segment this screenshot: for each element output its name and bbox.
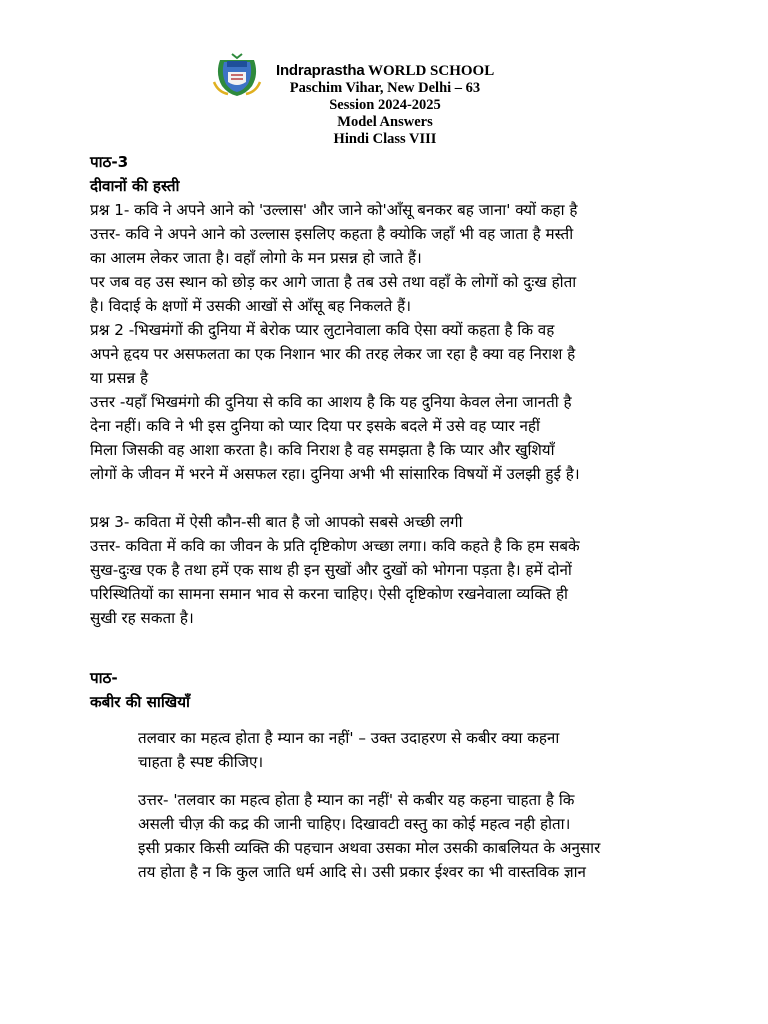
lesson-3-section — [90, 150, 690, 714]
school-header — [0, 50, 768, 150]
school-name — [276, 62, 494, 80]
text-line: प्रश्न 3- कविता में ऐसी कौन-सी बात है जो आपको सबसे अच्छी लगी — [90, 513, 463, 531]
text-line: सुख-दुःख एक है तथा हमें एक साथ ही इन सुखों और दुखों को भोगना पड़ता है। हमें दोनों — [90, 561, 572, 579]
paragraph-gap — [90, 630, 690, 654]
paragraph-gap — [90, 486, 690, 510]
text-line: मिला जिसकी वह आशा करता है। कवि निराश है वह समझता है कि प्यार और खुशियाँ — [90, 441, 555, 459]
text-line: पर जब वह उस स्थान को छोड़ कर आगे जाता है तब उसे तथा वहाँ के लोगों को दुःख होता — [90, 273, 577, 291]
question-line: चाहता है स्पष्ट कीजिए। — [138, 753, 264, 771]
question-line: तलवार का महत्व होता है म्यान का नहीं' – उक्त उदाहरण से कबीर क्या कहना — [138, 729, 560, 747]
answer-line: इसी प्रकार किसी व्यक्ति की पहचान अथवा उसका मोल उसकी काबलियत के अनुसार — [138, 839, 601, 857]
kabir-section — [138, 726, 678, 884]
lesson-kabir-title: कबीर की साखियाँ — [90, 693, 190, 711]
text-line: लोगों के जीवन में भरने में असफल रहा। दुनिया अभी भी सांसारिक विषयों में उलझी हुई है। — [90, 465, 580, 483]
text-line: है। विदाई के क्षणों में उसकी आखों से आँसू बह निकलते हैं। — [90, 297, 411, 315]
text-line: अपने हृदय पर असफलता का एक निशान भार की तरह लेकर जा रहा है क्या वह निराश है — [90, 345, 576, 363]
school-name-suffix: WORLD SCHOOL — [364, 63, 495, 79]
text-line: उत्तर -यहाँ भिखमंगो की दुनिया से कवि का आशय है कि यह दुनिया केवल लेना जानती है — [90, 393, 572, 411]
answer-line: तय होता है न कि कुल जाति धर्म आदि से। उसी प्रकार ईश्वर का भी वास्तविक ज्ञान — [138, 863, 586, 881]
text-line: प्रश्न 1- कवि ने अपने आने को 'उल्लास' और जाने को'आँसू बनकर बह जाना' क्यों कहा है — [90, 201, 578, 219]
answer-line: उत्तर- 'तलवार का महत्व होता है म्यान का नहीं' से कबीर यह कहना चाहता है कि — [138, 791, 575, 809]
session-line: Session 2024-2025 — [329, 97, 441, 113]
paragraph-gap — [90, 654, 690, 666]
text-line: सुखी रह सकता है। — [90, 609, 194, 627]
school-brand: Indraprastha — [276, 62, 365, 79]
text-line: परिस्थितियों का सामना समान भाव से करना चाहिए। ऐसी दृष्टिकोण रखनेवाला व्यक्ति ही — [90, 585, 568, 603]
answer-line: असली चीज़ की कद्र की जानी चाहिए। दिखावटी वस्तु का कोई महत्व नही होता। — [138, 815, 571, 833]
paragraph-gap — [138, 774, 678, 788]
lesson-kabir-heading: पाठ- — [90, 669, 118, 687]
text-line: उत्तर- कवि ने अपने आने को उल्लास इसलिए कहता है क्योकि जहाँ भी वह जाता है मस्ती — [90, 225, 574, 243]
text-line: देना नहीं। कवि ने भी इस दुनिया को प्यार दिया पर इसके बदले में उसे वह प्यार नहीं — [90, 417, 540, 435]
text-line: या प्रसन्न है — [90, 369, 149, 387]
text-line: उत्तर- कविता में कवि का जीवन के प्रति दृष्टिकोण अच्छा लगा। कवि कहते है कि हम सबके — [90, 537, 580, 555]
class-line: Hindi Class VIII — [333, 131, 437, 147]
school-address: Paschim Vihar, New Delhi – 63 — [289, 80, 481, 96]
lesson-3-heading: पाठ-3 — [90, 153, 129, 171]
text-line: का आलम लेकर जाता है। वहाँ लोगो के मन प्रसन्न हो जाते हैं। — [90, 249, 422, 267]
text-line: प्रश्न 2 -भिखमंगों की दुनिया में बेरोक प्यार लुटानेवाला कवि ऐसा क्यों कहता है कि वह — [90, 321, 555, 339]
lesson-3-title: दीवानों की हस्ती — [90, 177, 180, 195]
doc-type-line: Model Answers — [337, 114, 433, 130]
